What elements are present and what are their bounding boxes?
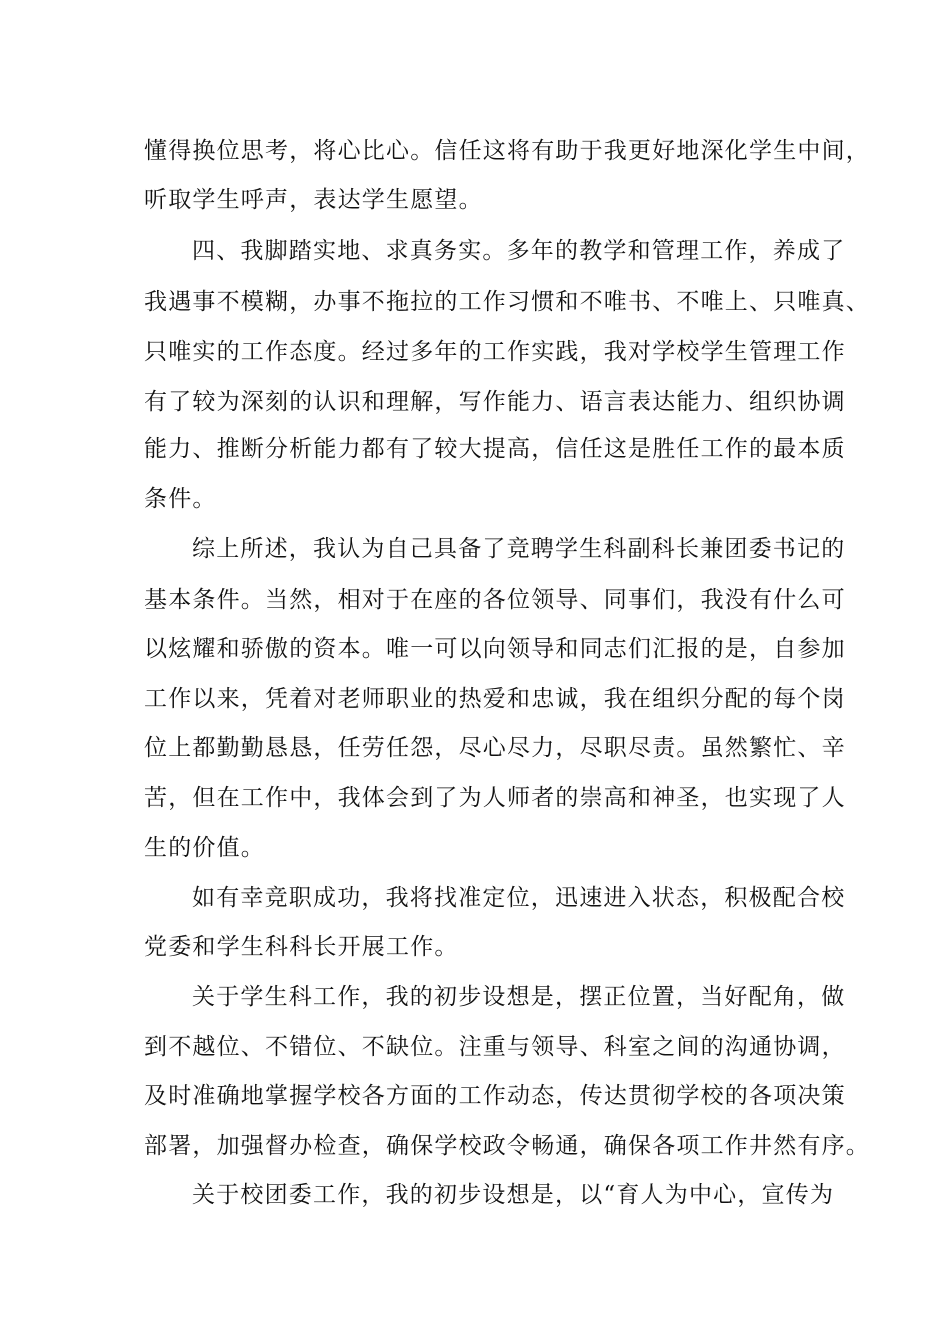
- text-line: 我遇事不模糊，办事不拖拉的工作习惯和不唯书、不唯上、只唯真、: [144, 289, 870, 315]
- text-line: 位上都勤勤恳恳，任劳任怨，尽心尽力，尽职尽责。虽然繁忙、辛: [144, 735, 846, 761]
- text-line: 及时准确地掌握学校各方面的工作动态，传达贯彻学校的各项决策: [144, 1083, 846, 1109]
- text-line: 能力、推断分析能力都有了较大提高，信任这是胜任工作的最本质: [144, 436, 846, 462]
- paragraph-first-line: 关于校团委工作，我的初步设想是，以“育人为中心，宣传为: [192, 1182, 835, 1208]
- text-line: 只唯实的工作态度。经过多年的工作实践，我对学校学生管理工作: [144, 339, 846, 365]
- text-line: 工作以来，凭着对老师职业的热爱和忠诚，我在组织分配的每个岗: [144, 686, 846, 712]
- text-line: 党委和学生科科长开展工作。: [144, 934, 459, 960]
- text-line: 以炫耀和骄傲的资本。唯一可以向领导和同志们汇报的是，自参加: [144, 636, 846, 662]
- text-line: 部署，加强督办检查，确保学校政令畅通，确保各项工作井然有序。: [144, 1133, 870, 1159]
- text-line: 基本条件。当然，相对于在座的各位领导、同事们，我没有什么可: [144, 587, 846, 613]
- text-line: 生的价值。: [144, 835, 265, 861]
- text-line: 懂得换位思考，将心比心。信任这将有助于我更好地深化学生中间，: [144, 138, 870, 164]
- text-line: 苦，但在工作中，我体会到了为人师者的崇高和神圣，也实现了人: [144, 785, 846, 811]
- text-line: 有了较为深刻的认识和理解，写作能力、语言表达能力、组织协调: [144, 389, 846, 415]
- text-line: 听取学生呼声，表达学生愿望。: [144, 187, 483, 213]
- text-line: 条件。: [144, 486, 217, 512]
- paragraph-first-line: 四、我脚踏实地、求真务实。多年的教学和管理工作，养成了: [192, 238, 846, 264]
- paragraph-first-line: 综上所述，我认为自己具备了竞聘学生科副科长兼团委书记的: [192, 536, 846, 562]
- paragraph-first-line: 关于学生科工作，我的初步设想是，摆正位置，当好配角，做: [192, 984, 846, 1010]
- text-line: 到不越位、不错位、不缺位。注重与领导、科室之间的沟通协调，: [144, 1034, 846, 1060]
- paragraph-first-line: 如有幸竞职成功，我将找准定位，迅速进入状态，积极配合校: [192, 885, 846, 911]
